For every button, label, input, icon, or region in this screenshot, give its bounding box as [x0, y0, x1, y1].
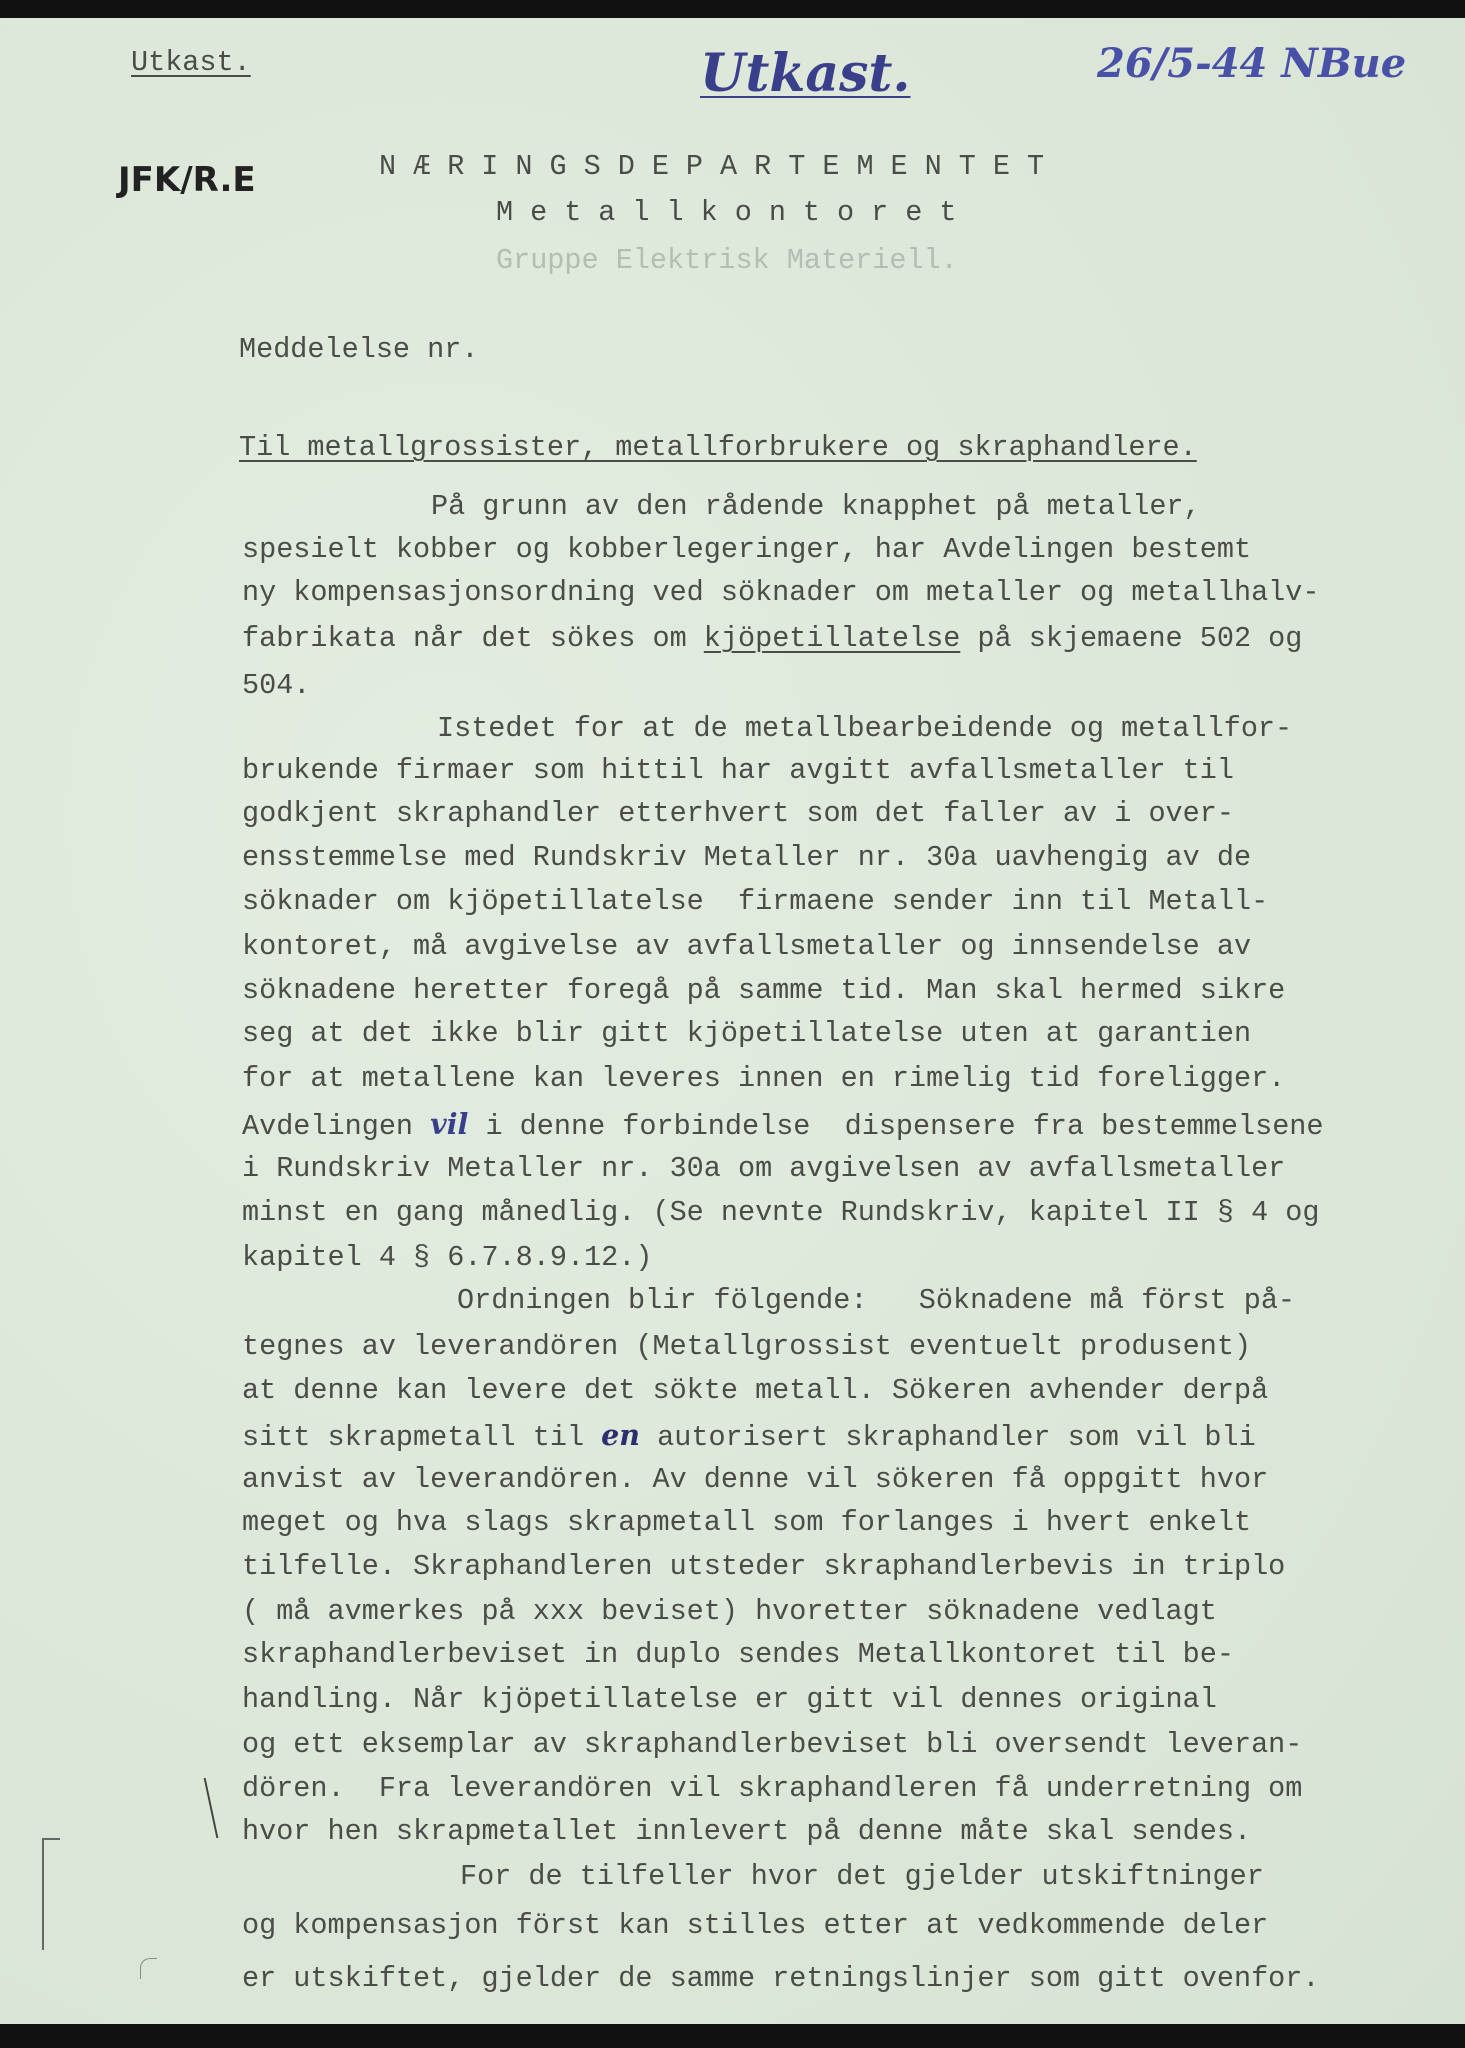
body-line: skraphandlerbeviset in duplo sendes Metallkontoret til be- — [242, 1638, 1234, 1671]
body-line: dören. Fra leverandören vil skraphandleren få underretning om — [242, 1772, 1303, 1805]
notice-number-label: Meddelelse nr. — [239, 333, 479, 366]
body-line: og kompensasjon först kan stilles etter at vedkommende deler — [242, 1909, 1269, 1942]
body-line: godkjent skraphandler etterhvert som det faller av i over- — [242, 797, 1234, 830]
handwritten-title: Utkast. — [700, 43, 911, 104]
handwritten-correction: vil — [430, 1107, 469, 1141]
text-segment: i denne forbindelse dispensere fra bestemmelsene — [468, 1110, 1324, 1143]
body-line: at denne kan levere det sökte metall. Sökeren avhender derpå — [242, 1374, 1269, 1407]
body-line: er utskiftet, gjelder de samme retningslinjer som gitt ovenfor. — [242, 1962, 1320, 1995]
margin-bracket-mark — [42, 1838, 60, 1950]
body-line: tilfelle. Skraphandleren utsteder skraphandlerbevis in triplo — [242, 1550, 1286, 1583]
underlined-term: kjöpetillatelse — [703, 622, 961, 655]
text-segment: Avdelingen — [242, 1110, 431, 1143]
body-line: tegnes av leverandören (Metallgrossist eventuelt produsent) — [242, 1330, 1252, 1363]
body-line: og ett eksemplar av skraphandlerbeviset bli oversendt leveran- — [242, 1728, 1303, 1761]
body-line: kapitel 4 § 6.7.8.9.12.) — [242, 1241, 653, 1274]
body-line: seg at det ikke blir gitt kjöpetillatelse uten at garantien — [242, 1017, 1252, 1050]
body-line — [242, 622, 1302, 656]
handwritten-correction: en — [601, 1418, 641, 1452]
body-line: Ordningen blir fölgende: Söknadene må först på- — [457, 1284, 1296, 1317]
body-line: ( må avmerkes på xxx beviset) hvoretter söknadene vedlagt — [242, 1595, 1217, 1628]
body-line: söknader om kjöpetillatelse firmaene sender inn til Metall- — [242, 885, 1269, 918]
body-line: ensstemmelse med Rundskriv Metaller nr. 30a uavhengig av de — [242, 841, 1252, 874]
body-line — [242, 1418, 1256, 1455]
body-line: brukende firmaer som hittil har avgitt avfallsmetaller til — [242, 754, 1234, 787]
typed-draft-label: Utkast. — [131, 46, 251, 79]
text-segment: autorisert skraphandler som vil bli — [640, 1421, 1256, 1454]
body-line: i Rundskriv Metaller nr. 30a om avgivelsen av avfallsmetaller — [242, 1152, 1286, 1185]
margin-pencil-mark — [204, 1778, 233, 1838]
body-line — [242, 1107, 1324, 1144]
body-line: hvor hen skrapmetallet innlevert på denne måte skal sendes. — [242, 1815, 1252, 1848]
body-line: Istedet for at de metallbearbeidende og metallfor- — [437, 712, 1293, 745]
body-line: anvist av leverandören. Av denne vil sökeren få oppgitt hvor — [242, 1463, 1269, 1496]
document-page — [0, 18, 1465, 2024]
text-segment: på skjemaene 502 og — [960, 622, 1303, 655]
body-line: for at metallene kan leveres innen en rimelig tid foreligger. — [242, 1062, 1286, 1095]
subject-line: Til metallgrossister, metallforbrukere og skraphandlere. — [239, 431, 1197, 464]
handwritten-date-signature: 26/5-44 NBue — [1097, 40, 1407, 87]
text-segment: fabrikata når det sökes om — [242, 622, 704, 655]
body-line: meget og hva slags skrapmetall som forlanges i hvert enkelt — [242, 1506, 1252, 1539]
body-line: For de tilfeller hvor det gjelder utskiftninger — [460, 1860, 1264, 1893]
body-line: ny kompensasjonsordning ved söknader om metaller og metallhalv- — [242, 576, 1320, 609]
group-name-erased: Gruppe Elektrisk Materiell. — [496, 244, 958, 277]
margin-stroke-mark — [140, 1958, 157, 1979]
body-line: söknadene heretter foregå på samme tid. Man skal hermed sikre — [242, 974, 1286, 1007]
department-name: NÆRINGSDEPARTEMENTET — [379, 150, 1062, 183]
body-line: kontoret, må avgivelse av avfallsmetaller og innsendelse av — [242, 930, 1252, 963]
body-line: 504. — [242, 669, 311, 702]
body-line: spesielt kobber og kobberlegeringer, har Avdelingen bestemt — [242, 533, 1252, 566]
body-line: På grunn av den rådende knapphet på metaller, — [431, 490, 1201, 523]
body-line: handling. Når kjöpetillatelse er gitt vil dennes original — [242, 1683, 1217, 1716]
office-name: Metallkontoret — [496, 196, 974, 229]
handwritten-initials: JFK/R.E — [118, 160, 256, 200]
text-segment: sitt skrapmetall til — [242, 1421, 602, 1454]
body-line: minst en gang månedlig. (Se nevnte Rundskriv, kapitel II § 4 og — [242, 1196, 1320, 1229]
